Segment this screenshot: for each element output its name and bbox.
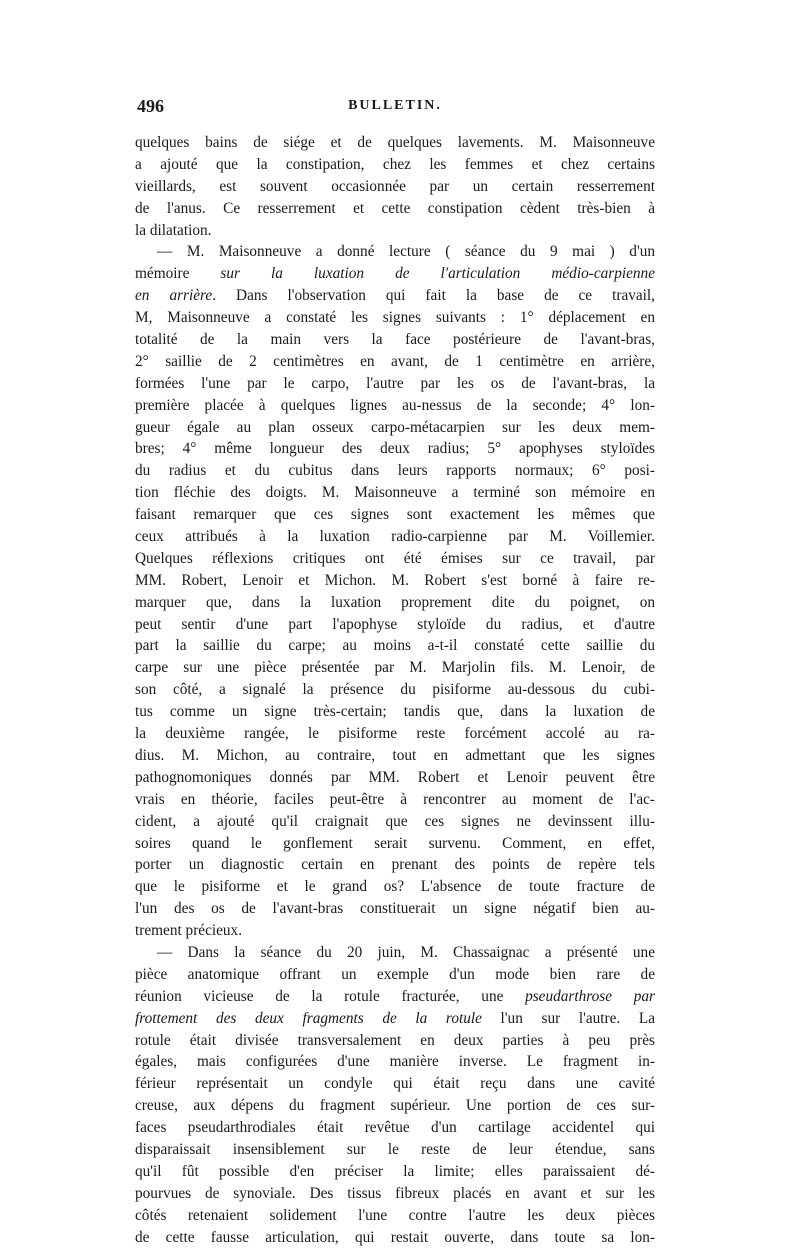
text-line: pourvues de synoviale. Des tissus fibreux placés en avant et sur les — [135, 1184, 655, 1202]
running-title: BULLETIN. — [348, 98, 442, 113]
text-line: côtés retenaient solidement l'une contre l'autre les deux pièces — [135, 1206, 655, 1224]
text-line: peut sentir d'une part l'apophyse styloïde du radius, et d'autre — [135, 615, 655, 633]
text-roman: l'un sur l'autre. La — [481, 1009, 655, 1027]
text-line: faisant remarquer que ces signes sont exactement les mêmes que — [135, 506, 655, 524]
text-line: MM. Robert, Lenoir et Michon. M. Robert s'est borné à faire re- — [135, 571, 655, 589]
text-italic: en arrière — [135, 287, 213, 305]
text-line: gueur égale au plan osseux carpo-métacarpien sur les deux mem- — [135, 418, 655, 436]
text-line: vrais en théorie, faciles peut-être à rencontrer au moment de l'ac- — [135, 790, 655, 808]
text-line: carpe sur une pièce présentée par M. Marjolin fils. M. Lenoir, de — [135, 659, 655, 677]
text-line: ceux attribués à la luxation radio-carpienne par M. Voillemier. — [135, 528, 655, 546]
paragraph — [135, 241, 655, 942]
text-line: que le pisiforme et le grand os? L'absence de toute fracture de — [135, 878, 655, 896]
text-line: Quelques réflexions critiques ont été émises sur ce travail, par — [135, 549, 655, 567]
text-line: pathognomoniques donnés par MM. Robert et Lenoir peuvent être — [135, 768, 655, 786]
text-line: — Dans la séance du 20 juin, M. Chassaignac a présenté une — [157, 943, 655, 961]
text-line: marquer que, dans la luxation proprement dite du poignet, on — [135, 593, 655, 611]
text-line: porter un diagnostic certain en prenant des points de repère tels — [135, 856, 655, 874]
text-line: soires quand le gonflement serait survenu. Comment, en effet, — [135, 834, 655, 852]
text-line: totalité de la main vers la face postérieure de l'avant-bras, — [135, 331, 655, 349]
text-line — [135, 986, 655, 1008]
text-roman: . Dans l'observation qui fait la base de ce travail, — [212, 287, 655, 305]
text-line: égales, mais configurées d'une manière inverse. Le fragment in- — [135, 1053, 655, 1071]
text-line: M, Maisonneuve a constaté les signes suivants : 1° déplacement en — [135, 309, 655, 327]
text-line: creuse, aux dépens du fragment supérieur. Une portion de ces sur- — [135, 1097, 655, 1115]
page-header — [135, 96, 655, 122]
text-line: férieur représentait un condyle qui était reçu dans une cavité — [135, 1075, 655, 1093]
text-line: part la saillie du carpe; au moins a-t-il constaté cette saillie du — [135, 637, 655, 655]
text-line: son côté, a signalé la présence du pisiforme au-dessous du cubi- — [135, 681, 655, 699]
text-line: quelques bains de siége et de quelques lavements. M. Maisonneuve — [135, 134, 655, 151]
body-text — [135, 132, 655, 1248]
text-line: pièce anatomique offrant un exemple d'un mode bien rare de — [135, 965, 655, 983]
text-italic: pseudarthrose par — [525, 987, 655, 1005]
paragraph — [135, 132, 655, 241]
text-line: tus comme un signe très-certain; tandis que, dans la luxation de — [135, 703, 655, 721]
text-italic: frottement des deux fragments de la rotule — [135, 1009, 482, 1027]
text-line: tion fléchie des doigts. M. Maisonneuve a terminé son mémoire en — [135, 484, 655, 502]
text-line: 2° saillie de 2 centimètres en avant, de 1 centimètre en arrière, — [135, 352, 655, 370]
text-line: de l'anus. Ce resserrement et cette constipation cèdent très-bien à — [135, 199, 655, 217]
text-line: première placée à quelques lignes au-nessus de la seconde; 4° lon- — [135, 396, 655, 414]
text-italic: sur la luxation de l'articulation médio-carpienne — [220, 265, 655, 283]
text-line: bres; 4° même longueur des deux radius; 5° apophyses styloïdes — [135, 440, 655, 458]
text-line: cident, a ajouté qu'il craignait que ces signes ne devinssent illu- — [135, 812, 655, 830]
text-line: trement précieux. — [135, 922, 243, 940]
text-line: a ajouté que la constipation, chez les femmes et chez certains — [135, 155, 655, 173]
text-line — [135, 285, 655, 307]
page-number: 496 — [137, 96, 164, 116]
text-roman: réunion vicieuse de la rotule fracturée, une — [135, 987, 526, 1005]
text-line: la dilatation. — [135, 221, 212, 239]
text-line: du radius et du cubitus dans leurs rapports normaux; 6° posi- — [135, 462, 655, 480]
text-line: dius. M. Michon, au contraire, tout en admettant que les signes — [135, 746, 655, 764]
text-line: vieillards, est souvent occasionnée par un certain resserrement — [135, 177, 655, 195]
text-line — [135, 1008, 655, 1030]
text-line: formées l'une par le carpo, l'autre par les os de l'avant-bras, la — [135, 374, 655, 392]
text-line: faces pseudarthrodiales était revêtue d'un cartilage accidentel qui — [135, 1119, 655, 1137]
text-roman: mémoire — [135, 265, 221, 283]
text-line — [135, 263, 655, 285]
text-line: la deuxième rangée, le pisiforme reste forcément accolé au ra- — [135, 725, 655, 743]
text-line: disparaissait insensiblement sur le reste de leur étendue, sans — [135, 1140, 655, 1158]
text-line: l'un des os de l'avant-bras constituerait un signe négatif bien au- — [135, 900, 655, 918]
text-line: rotule était divisée transversalement en deux parties à peu près — [135, 1031, 655, 1049]
text-line: — M. Maisonneuve a donné lecture ( séance du 9 mai ) d'un — [157, 243, 655, 261]
paragraph — [135, 942, 655, 1248]
book-page — [135, 96, 655, 1248]
text-line: de cette fausse articulation, qui restait ouverte, dans toute sa lon- — [135, 1228, 655, 1246]
text-line: qu'il fût possible d'en préciser la limite; elles paraissaient dé- — [135, 1162, 655, 1180]
